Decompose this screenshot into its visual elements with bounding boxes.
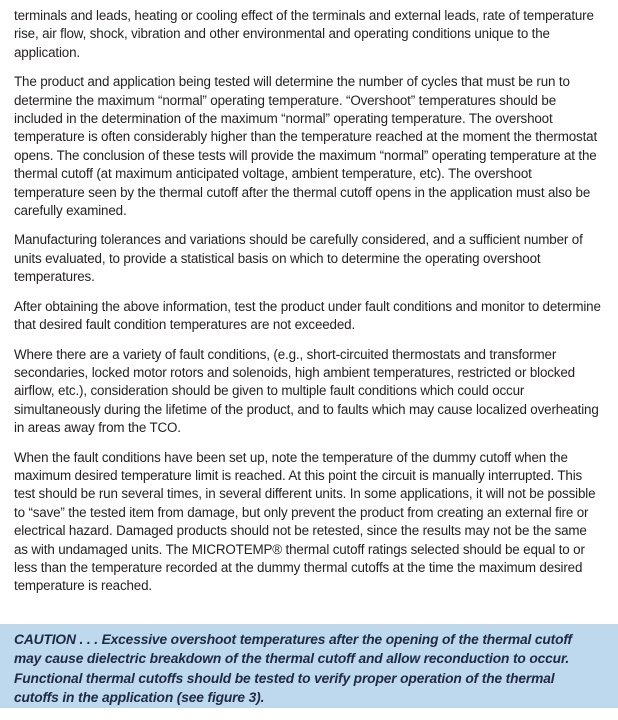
body-paragraph: After obtaining the above information, test the product under fault conditions and monitor to determine that desired fault condition temperatures are not exceeded. [14, 298, 601, 333]
body-paragraph: When the fault conditions have been set up, note the temperature of the dummy cutoff when the maximum desired temperature limit is reached. At this point the circuit is manually interrupted. This test should be run several times, in several different units. In some applications, it will not be possible to “save” the tested item from damage, but only prevent the product from creating an external fire or electrical hazard. Damaged products should not be retested, since the results may not be the same as with undamaged units. The MICROTEMP® thermal cutoff ratings selected should be equal to or less than the temperature recorded at the dummy thermal cutoffs at the time the maximum desired temperature is reached. [14, 449, 596, 594]
body-paragraph: Where there are a variety of fault conditions, (e.g., short-circuited thermostats and transformer secondaries, locked motor rotors and solenoids, high ambient temperatures, restricted or blocked airflow, etc.), consideration should be given to multiple fault conditions which could occur simultaneously during the lifetime of the product, and to faults which may cause localized overheating in areas away from the TCO. [14, 346, 599, 436]
body-paragraph: The product and application being tested will determine the number of cycles that must be run to determine the maximum “normal” operating temperature. “Overshoot” temperatures should be included in the determination of the maximum “normal” operating temperature. The overshoot temperature is often considerably higher than the temperature reached at the moment the thermostat opens. The conclusion of these tests will provide the maximum “normal” operating temperature at the thermal cutoff (at maximum anticipated voltage, ambient temperature, etc). The overshoot temperature seen by the thermal cutoff after the thermal cutoff opens in the application must also be carefully examined. [14, 74, 598, 219]
body-paragraph: Manufacturing tolerances and variations should be carefully considered, and a sufficient number of units evaluated, to provide a statistical basis on which to determine the operating overshoot temperatures. [14, 232, 583, 285]
body-paragraph: terminals and leads, heating or cooling effect of the terminals and external leads, rate of temperature rise, air flow, shock, vibration and other environmental and operating conditions unique to the application. [14, 8, 594, 60]
caution-box [0, 624, 618, 708]
caution-text: CAUTION . . . Excessive overshoot temperatures after the opening of the thermal cutoff may cause dielectric breakdown of the thermal cutoff and allow reconduction to occur. Functional thermal cutoffs should be tested to verify proper operation of the thermal cutoffs in the application (see figure 3). [14, 632, 573, 706]
